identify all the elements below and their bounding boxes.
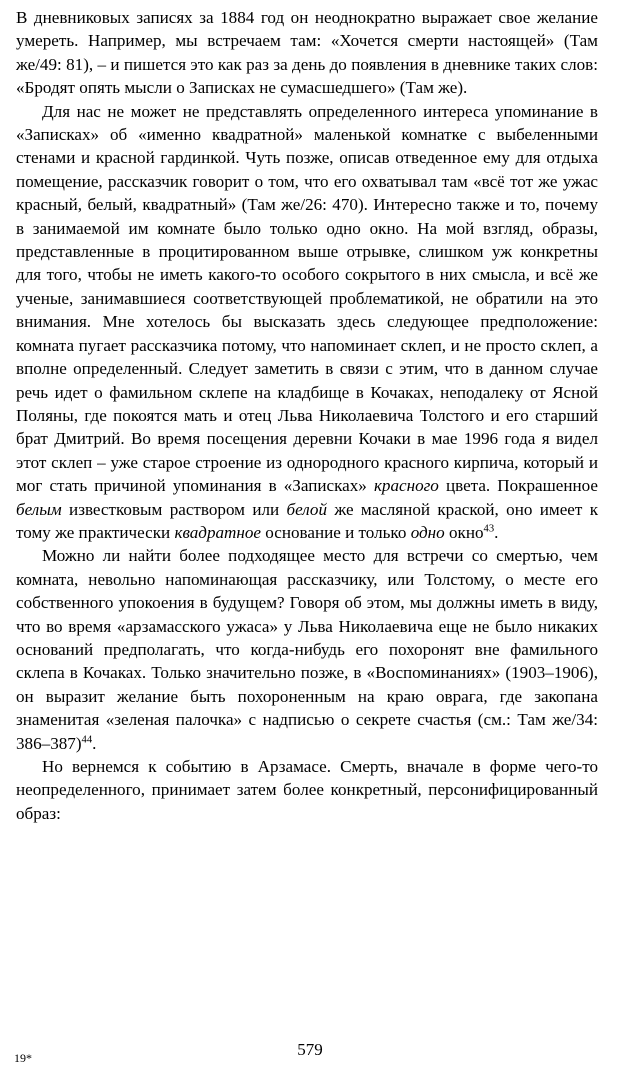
italic-kvadratnoe: квадратное	[174, 522, 261, 542]
signature-mark: 19*	[14, 1051, 32, 1065]
footnote-marker-44: 44	[81, 733, 93, 745]
italic-odno: одно	[410, 522, 445, 542]
paragraph-2: Для нас не может не представлять определенного интереса упоминание в «Записках» об «именно квадратной» маленькой комнатке с выбеленными стенами и красной гардинкой. Чуть позже, описав отведенное ему для отдыха помещение, рассказчик говорит о том, что его охватывал там «всё тот же ужас красный, белый, квадратный» (Там же/26: 470). Интересно также и то, почему в занимаемой им комнате было только одно окно. На мой взгляд, образы, представленные в процитированном выше отрывке, слишком уж конкретны для того, чтобы не иметь какого-то особого сокрытого в них смысла, и всё же ученые, занимавшиеся соответствующей проблематикой, не обратили на это внимания. Мне хотелось бы высказать здесь следующее предположение: комната пугает рассказчика потому, что напоминает склеп, и не просто склеп, а вполне определенный. Следует заметить в связи с этим, что в данном случае речь идет о фамильном склепе на кладбище в Кочаках, неподалеку от Ясной Поляны, где покоятся мать и отец Льва Николаевича Толстого и его старший брат Дмитрий. Во время посещения деревни Кочаки в мае 1996 года я видел этот склеп – уже старое строение из однородного красного кирпича, который и мог стать причиной упоминания в «Записках» красного цвета. Покрашенное белым известковым раствором или белой же масляной краской, оно имеет к тому же практически квадратное основание и только одно окно$^{43}$.	[16, 101, 598, 542]
footnote-marker-43: 43	[483, 523, 495, 535]
paragraph-4: Но вернемся к событию в Арзамасе. Смерть, вначале в форме чего-то неопределенного, принимает затем более конкретный, персонифицированный образ:	[16, 757, 598, 823]
paragraph-3: Можно ли найти более подходящее место для встречи со смертью, чем комната, невольно напоминающая рассказчику, или Толстому, о месте его собственного упокоения в будущем? Говоря об этом, мы должны иметь в виду, что во время «арзамасского ужаса» у Льва Николаевича еще не было никаких оснований предполагать, что когда-нибудь его похоронят вне фамильного склепа в Кочаках. Только значительно позже, в «Воспоминаниях» (1903–1906), он выразит желание быть похороненным на краю оврага, где закопана знаменитая «зеленая палочка» с надписью о секрете счастья (см.: Там же/34: 386–387)$^{44}$.	[16, 546, 598, 753]
page-body	[16, 6, 598, 825]
italic-beloj: белой	[286, 499, 328, 519]
page-number: 579	[297, 1040, 323, 1059]
page-footer	[0, 1040, 620, 1066]
italic-krasnogo: красного	[373, 476, 439, 496]
italic-belym: белым	[16, 499, 62, 519]
paragraph-1: В дневниковых записях за 1884 год он неоднократно выражает свое желание умереть. Например, мы встречаем там: «Хочется смерти настоящей» (Там же/49: 81), – и пишется это как раз за день до появления в дневнике таких слов: «Бродят опять мысли о Записках не сумасшедшего» (Там же).	[16, 8, 598, 98]
